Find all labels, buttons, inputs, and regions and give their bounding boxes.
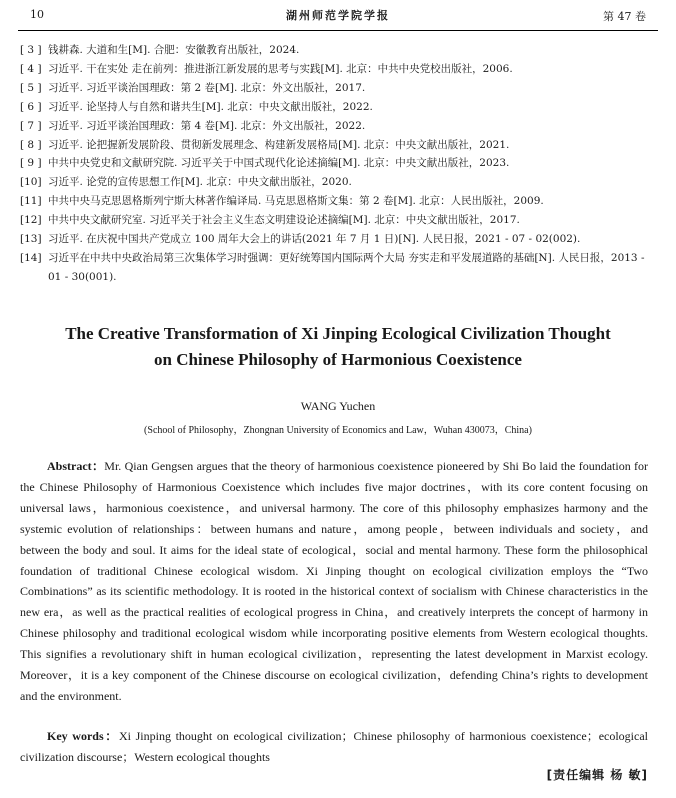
reference-item	[20, 230, 650, 249]
reference-number: [12]	[20, 214, 42, 227]
reference-item	[20, 154, 650, 173]
reference-text: 习近平. 干在实处 走在前列：推进浙江新发展的思考与实践[M]. 北京：中共中央党校出版社，2006.	[48, 62, 513, 75]
journal-name: 湖州师范学院学报	[286, 9, 390, 22]
reference-item	[20, 117, 650, 136]
reference-item	[20, 98, 650, 117]
reference-number: [ 8 ]	[20, 138, 42, 151]
reference-text: 习近平. 习近平谈治国理政：第 4 卷[M]. 北京：外文出版社，2022.	[48, 119, 366, 132]
reference-text: 习近平. 论党的宣传思想工作[M]. 北京：中央文献出版社，2020.	[48, 176, 352, 189]
header-rule	[18, 30, 658, 31]
reference-text: 习近平在中共中央政治局第三次集体学习时强调：更好统筹国内国际两个大局 夯实走和平发展道路的基础[N]. 人民日报，2013 - 01 - 30(001).	[48, 251, 645, 283]
reference-text: 习近平. 论坚持人与自然和谐共生[M]. 北京：中央文献出版社，2022.	[48, 100, 373, 113]
reference-text: 中共中央马克思恩格斯列宁斯大林著作编译局. 马克思恩格斯文集：第 2 卷[M]. 北京：人民出版社，2009.	[48, 195, 544, 208]
reference-item	[20, 79, 650, 98]
reference-text: 习近平. 论把握新发展阶段、贯彻新发展理念、构建新发展格局[M]. 北京：中央文献出版社，2021.	[48, 138, 510, 151]
reference-number: [ 4 ]	[20, 62, 42, 75]
reference-number: [11]	[20, 195, 42, 208]
abstract	[20, 456, 648, 707]
reference-number: [ 3 ]	[20, 44, 42, 56]
keywords	[20, 726, 648, 768]
reference-text: 钱耕森. 大道和生[M]. 合肥：安徽教育出版社，2024.	[48, 44, 300, 56]
reference-item	[20, 136, 650, 155]
reference-text: 中共中央党史和文献研究院. 习近平关于中国式现代化论述摘编[M]. 北京：中央文献出版社，2023.	[48, 157, 510, 170]
reference-item	[20, 249, 650, 287]
page-number: 10	[30, 8, 44, 21]
reference-item	[20, 192, 650, 211]
reference-number: [ 7 ]	[20, 119, 42, 132]
reference-item	[20, 41, 650, 60]
article-title	[20, 321, 656, 373]
reference-text: 习近平. 在庆祝中国共产党成立 100 周年大会上的讲话(2021 年 7 月 1 日)[N]. 人民日报，2021 - 07 - 02(002).	[48, 233, 581, 246]
responsible-editor: [责任编辑 杨 敏]	[546, 768, 648, 782]
reference-text: 习近平. 习近平谈治国理政：第 2 卷[M]. 北京：外文出版社，2017.	[48, 81, 366, 94]
reference-number: [ 5 ]	[20, 81, 42, 94]
reference-list	[20, 41, 650, 287]
keywords-label: Key words：	[47, 729, 119, 743]
reference-text: 中共中央文献研究室. 习近平关于社会主义生态文明建设论述摘编[M]. 北京：中央文献出版社，2017.	[48, 214, 520, 227]
reference-number: [ 9 ]	[20, 157, 42, 170]
reference-number: [14]	[20, 251, 42, 264]
author-affiliation: (School of Philosophy，Zhongnan University of Economics and Law，Wuhan 430073，China)	[144, 425, 532, 436]
reference-number: [13]	[20, 233, 42, 246]
keywords-text: Xi Jinping thought on ecological civilization；Chinese philosophy of harmonious coexistence；ecological civilization discourse；Western ecological thoughts	[20, 729, 649, 764]
author-name: WANG Yuchen	[300, 399, 376, 413]
reference-number: [10]	[20, 176, 42, 189]
reference-item	[20, 173, 650, 192]
title-line-2: on Chinese Philosophy of Harmonious Coexistence	[154, 350, 522, 369]
running-header	[18, 6, 658, 26]
reference-item	[20, 211, 650, 230]
volume-label: 第 47 卷	[603, 10, 646, 23]
reference-item	[20, 60, 650, 79]
title-line-1: The Creative Transformation of Xi Jinping Ecological Civilization Thought	[65, 324, 611, 343]
abstract-text: Mr. Qian Gengsen argues that the theory of harmonious coexistence pioneered by Shi Bo laid the foundation for the Chinese Philosophy of Harmonious Coexistence which includes five major doctrines，with its core content focusing on universal laws，harmonious coexistence，and universal harmony. The core of this philosophy emphasizes harmony and the systemic evolution of relationships：between humans and nature，among people，between individuals and society，and between the body and soul. It aims for the ideal state of ecological，social and mental harmony. These form the philosophical foundation of traditional Chinese ecological wisdom. Xi Jinping thought on ecological civilization employs the “Two Combinations” as its scientific methodology. It is rooted in the historical context of socialism with Chinese characteristics in the new era，as well as the practical realities of ecological progress in China，and creatively interprets the concept of harmony in Chinese philosophy and traditional ecological wisdom while incorporating positive elements from Western ecological thoughts. This signifies a revolutionary shift in human ecological civilization，representing the latest development in Marxist ecology. Moreover，it is a key component of the Chinese discourse on ecological civilization，defending China’s rights to development and the environment.	[20, 459, 649, 703]
reference-number: [ 6 ]	[20, 100, 42, 113]
abstract-label: Abstract：	[47, 459, 105, 473]
